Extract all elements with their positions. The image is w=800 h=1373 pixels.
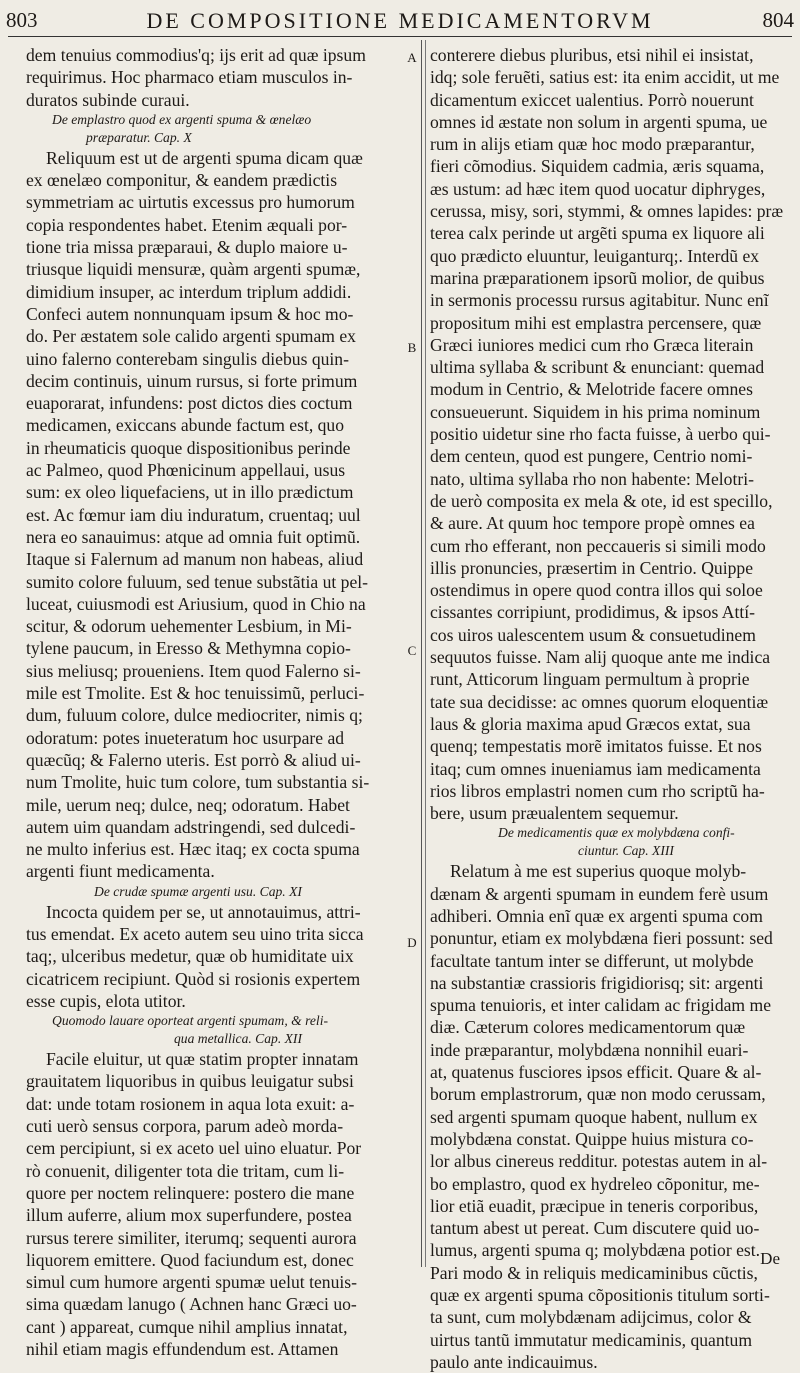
text-line: positio uidetur sine rho facta fuisse, à uerbo qui- — [430, 424, 771, 445]
text-line: nera eo sanauimus: atque ad omnia fuit optimũ. — [26, 526, 361, 547]
chapter-heading: De emplastro quod ex argenti spuma & œnelæo — [52, 111, 312, 127]
text-line: medicamen, exiccans abunde factum est, quo — [26, 415, 345, 436]
text-line: Reliquum est ut de argenti spuma dicam quæ — [46, 147, 363, 168]
text-line: quo prædicto eluuntur, leuiganturq;. Interdũ ex — [430, 245, 760, 266]
text-line: bo emplastro, quod ex hydreleo cõponitur, me- — [430, 1173, 760, 1194]
text-line: sed argenti spumam quoque habent, nullum ex — [430, 1106, 758, 1127]
text-line: bere, usum præualentem sequemur. — [430, 803, 679, 824]
text-line: Græci iuniores medici cum rho Græca literain — [430, 334, 754, 355]
text-line: sima quædam lanugo ( Achnen hanc Græci uo- — [26, 1294, 357, 1315]
text-line: ac Palmeo, quod Phœnicinum appellaui, usus — [26, 460, 346, 481]
margin-marker-b: B — [407, 340, 417, 355]
text-line: æs ustum: ad hæc item quod uocatur diphryges, — [430, 178, 766, 199]
text-line: runt, Atticorum linguam permultum à proprie — [430, 669, 750, 690]
text-line: luceat, cuiusmodi est Ariusium, quod in Chio na — [26, 593, 366, 614]
text-line: uino falerno conterebam singulis diebus quin- — [26, 348, 349, 369]
text-line: rum in alijs etiam quæ hoc modo præparantur, — [430, 134, 755, 155]
text-line: grauitatem liquoribus in quibus leuigatur subsi — [26, 1071, 354, 1092]
text-line: laus & gloria maxima apud Græcos extat, sua — [430, 713, 751, 734]
text-line: in rheumaticis quoque dispositionibus perinde — [26, 437, 351, 458]
text-line: num Tmolite, huic tum colore, tum substantia si- — [26, 772, 370, 793]
text-line: de uerò composita ex mela & ote, id est specillo, — [430, 490, 773, 511]
left-page-number: 803 — [6, 8, 38, 32]
text-line: illum auferre, alium mox superfundere, postea — [26, 1205, 352, 1226]
text-line: dænam & argenti spumam in eundem ferè usum — [430, 883, 769, 904]
text-line: ponuntur, etiam ex molybdæna fieri possunt: sed — [430, 928, 773, 949]
text-line: do. Per æstatem sole calido argenti spumam ex — [26, 326, 356, 347]
text-line: simul cum humore argenti spumæ uelut tenuis- — [26, 1272, 357, 1293]
margin-marker-c: C — [407, 643, 417, 658]
text-line: cos uiros ualescentem usum & consuetudinem — [430, 624, 756, 645]
text-line: ostendimus in opere quod contra illos qui soloe — [430, 580, 763, 601]
text-line: esse cupis, elota utitor. — [26, 990, 186, 1011]
text-line: cissantes corripiunt, prodidimus, & ipsos Attí- — [430, 602, 755, 623]
text-line: liquorem emittere. Quod faciundum est, donec — [26, 1249, 354, 1270]
text-line: tylene paucum, in Eresso & Methymna copio- — [26, 638, 351, 659]
text-line: dimidium insuper, ac interdum triplum addidi. — [26, 281, 352, 302]
text-line: uirtus tantũ immutatur medicaminis, quantum — [430, 1329, 753, 1350]
text-line: cum rho efferant, non peccaueris si simili modo — [430, 535, 766, 556]
text-line: Confeci autem nonnunquam ipsum & hoc mo- — [26, 303, 354, 324]
catchword: De — [760, 1249, 780, 1268]
text-line: at, quatenus fusciores ipsos efficit. Quare & al- — [430, 1062, 762, 1083]
text-line: rò conuenit, diligenter tota die tritam, cum li- — [26, 1160, 345, 1181]
margin-marker-a: A — [407, 50, 417, 65]
text-line: terea calx perinde ut argẽti spuma ex liquore ali — [430, 223, 765, 244]
text-line: rios libros emplastri nomen cum rho scriptũ ha- — [430, 780, 765, 801]
text-line: consueuerunt. Siquidem in his prima nominum — [430, 401, 761, 422]
column-divider — [421, 40, 422, 1267]
left-column — [26, 44, 403, 1360]
text-line: rursus terere similiter, iterumq; sequenti aurora — [26, 1227, 357, 1248]
text-line: tate sua decidisse: ac omnes quorum eloquentiæ — [430, 691, 769, 712]
text-line: tione tria missa præparaui, & duplo maiore u- — [26, 237, 348, 258]
text-line: lior etiã euadit, præcipue in teneris corporibus, — [430, 1195, 759, 1216]
text-line: nato, ultima syllaba rho non habente: Melotri- — [430, 468, 754, 489]
text-line: tus emendat. Ex aceto autem seu uino trita sicca — [26, 923, 364, 944]
text-line: omnes id æstate non solum in argenti spuma, ue — [430, 111, 768, 132]
text-line: decim continuis, uinum rursus, si forte primum — [26, 370, 358, 391]
text-line: spuma tenuioris, et inter calidam ac frigidam me — [430, 995, 772, 1016]
right-page-number: 804 — [762, 8, 794, 32]
text-line: fieri cõmodius. Siquidem cadmia, æris squama, — [430, 156, 765, 177]
running-header — [0, 6, 800, 40]
text-line: requirimus. Hoc pharmaco etiam musculos in- — [26, 67, 353, 88]
text-line: dum, fuluum colore, dulce mediocriter, nimis q; — [26, 705, 363, 726]
text-line: triusque liquidi mensuræ, quàm argenti spumæ, — [26, 259, 361, 280]
chapter-heading: præparatur. Cap. X — [86, 129, 192, 145]
text-line: lumus, argenti spuma q; molybdæna potior est. — [430, 1240, 761, 1261]
text-line: borum emplastrorum, quæ non modo cerussam, — [430, 1084, 766, 1105]
text-line: ultima syllaba & scribunt & enunciant: quemad — [430, 357, 765, 378]
text-line: adhiberi. Omnia enĩ quæ ex argenti spuma com — [430, 905, 763, 926]
text-line: dem tenuius commodius'q; ijs erit ad quæ ipsum — [26, 45, 366, 65]
text-line: cem percipiunt, si ex aceto uel uino eluatur. Por — [26, 1138, 362, 1159]
text-line: autem uim quandam adstringendi, sed dulcedi- — [26, 816, 356, 837]
column-divider-inner — [425, 40, 426, 1267]
text-line: diæ. Cæterum colores medicamentorum quæ — [430, 1017, 746, 1038]
header-rule — [8, 36, 792, 37]
text-line: lor albus cinereus redditur. potestas autem in al- — [430, 1151, 768, 1172]
chapter-heading: De medicamentis quæ ex molybdæna confi- — [498, 825, 735, 841]
text-line: dicamentum exiccet ualentius. Porrò nouerunt — [430, 89, 754, 110]
text-line: conterere diebus pluribus, etsi nihil ei insistat, — [430, 45, 754, 65]
text-line: ex œnelæo componitur, & eandem prædictis — [26, 170, 338, 191]
text-line: Relatum à me est superius quoque molyb- — [450, 861, 747, 882]
text-line: itaq; cum omnes inueniamus iam medicamenta — [430, 758, 761, 779]
text-line: na substantiæ crassioris frigidiorisq; sit: argenti — [430, 972, 764, 993]
text-line: cuti uerò sensus corpora, parum adeò morda- — [26, 1116, 344, 1137]
text-line: symmetriam ac uirtutis excessus pro humorum — [26, 192, 355, 213]
text-line: illis pronuncies, præsertim in Centrio. Quippe — [430, 557, 754, 578]
text-line: paulo ante indicauimus. — [430, 1351, 598, 1372]
text-line: ta sunt, cum molybdænam adijcimus, color & — [430, 1307, 752, 1328]
text-line: marina præparationem ipsorũ molior, de quibus — [430, 267, 765, 288]
text-line: mile, uerum neq; dulce, neq; odoratum. Habet — [26, 794, 350, 815]
text-line: sequutos fuisse. Nam alij quoque ante me indica — [430, 647, 771, 668]
text-line: taq;, ulceribus medetur, quæ ob humiditate uix — [26, 946, 354, 967]
text-line: sius meliusq; proueniens. Item quod Falerno si- — [26, 660, 361, 681]
text-line: odoratum: potes inueteratum hoc usurpare ad — [26, 727, 345, 748]
text-line: Pari modo & in reliquis medicaminibus cũctis, — [430, 1262, 758, 1283]
right-column — [430, 44, 792, 1372]
text-line: quenq; tempestatis morẽ imitatos fuisse. Et nos — [430, 736, 762, 757]
text-line: molybdæna constat. Quippe huius mistura co- — [430, 1128, 754, 1149]
text-line: in sermonis processu rursus agitabitur. Nunc enĩ — [430, 290, 769, 311]
text-line: Incocta quidem per se, ut annotauimus, attri- — [46, 901, 361, 922]
margin-marker-d: D — [407, 935, 417, 950]
text-line: est. Ac fœmur iam diu induratum, cruentaq; uul — [26, 504, 361, 525]
text-line: propositum mihi est emplastra percensere, quæ — [430, 312, 762, 333]
text-line: cant ) appareat, cumque nihil amplius innatat, — [26, 1316, 348, 1337]
text-line: Facile eluitur, ut quæ statim propter innatam — [46, 1049, 359, 1070]
chapter-heading: De crudæ spumæ argenti usu. Cap. XI — [94, 883, 302, 899]
text-line: euaporarat, infundens: post dictos dies coctum — [26, 393, 353, 414]
text-line: facultate tantum inter se differunt, ut molybde — [430, 950, 754, 971]
text-line: ne multo inferius est. Hæc itaq; ex cocta spuma — [26, 839, 360, 860]
text-line: dem centeιn, quod est pungere, Centrio nomi- — [430, 446, 753, 467]
text-line: cicatricem recipiunt. Quòd si rosionis expertem — [26, 968, 361, 989]
text-line: cerussa, misy, sori, stymmi, & omnes lapides: præ — [430, 201, 784, 222]
running-title: DE COMPOSITIONE MEDICAMENTORVM — [146, 8, 654, 33]
text-line: sumito colore fuluum, sed tenue substãtia ut pel- — [26, 571, 369, 592]
text-line: sum: ex oleo liquefaciens, ut in illo prædictum — [26, 482, 354, 503]
text-line: copia respondentes habet. Etenim æquali por- — [26, 214, 348, 235]
text-line: dat: unde totam rosionem in aqua lota exuit: a- — [26, 1093, 355, 1114]
text-line: & aure. At quum hoc tempore propè omnes ea — [430, 513, 755, 534]
text-line: inde præparantur, molybdæna nonnihil euari- — [430, 1039, 749, 1060]
text-line: mile est Tmolite. Est & hoc tenuissimũ, perluci- — [26, 683, 365, 704]
text-line: modum in Centrio, & Melotride facere omnes — [430, 379, 753, 400]
chapter-heading: Quomodo lauare oporteat argenti spumam, & reli- — [52, 1013, 329, 1029]
text-line: quæcũq; & Falerno uteris. Est porrò & aliud ui- — [26, 749, 361, 770]
text-line: nihil etiam magis effundendum est. Attamen — [26, 1339, 339, 1360]
text-line: Itaque si Falernum ad manum non habeas, aliud — [26, 549, 364, 570]
text-line: duratos subinde curaui. — [26, 89, 190, 110]
chapter-heading: ciuntur. Cap. XIII — [578, 843, 674, 859]
text-line: idq; sole feruẽti, satius est: ita enim accidit, ut me — [430, 67, 780, 88]
text-line: quæ ex argenti spuma cõpositionis titulum sorti- — [430, 1285, 770, 1306]
text-line: argenti fiunt medicamenta. — [26, 861, 215, 882]
text-line: quore per noctem relinquere: postero die mane — [26, 1182, 355, 1203]
chapter-heading: qua metallica. Cap. XII — [174, 1031, 302, 1047]
text-line: tantum abest ut pereat. Cum discutere quid uo- — [430, 1218, 760, 1239]
text-line: scitur, & odorum uehementer Lesbium, in Mi- — [26, 616, 352, 637]
